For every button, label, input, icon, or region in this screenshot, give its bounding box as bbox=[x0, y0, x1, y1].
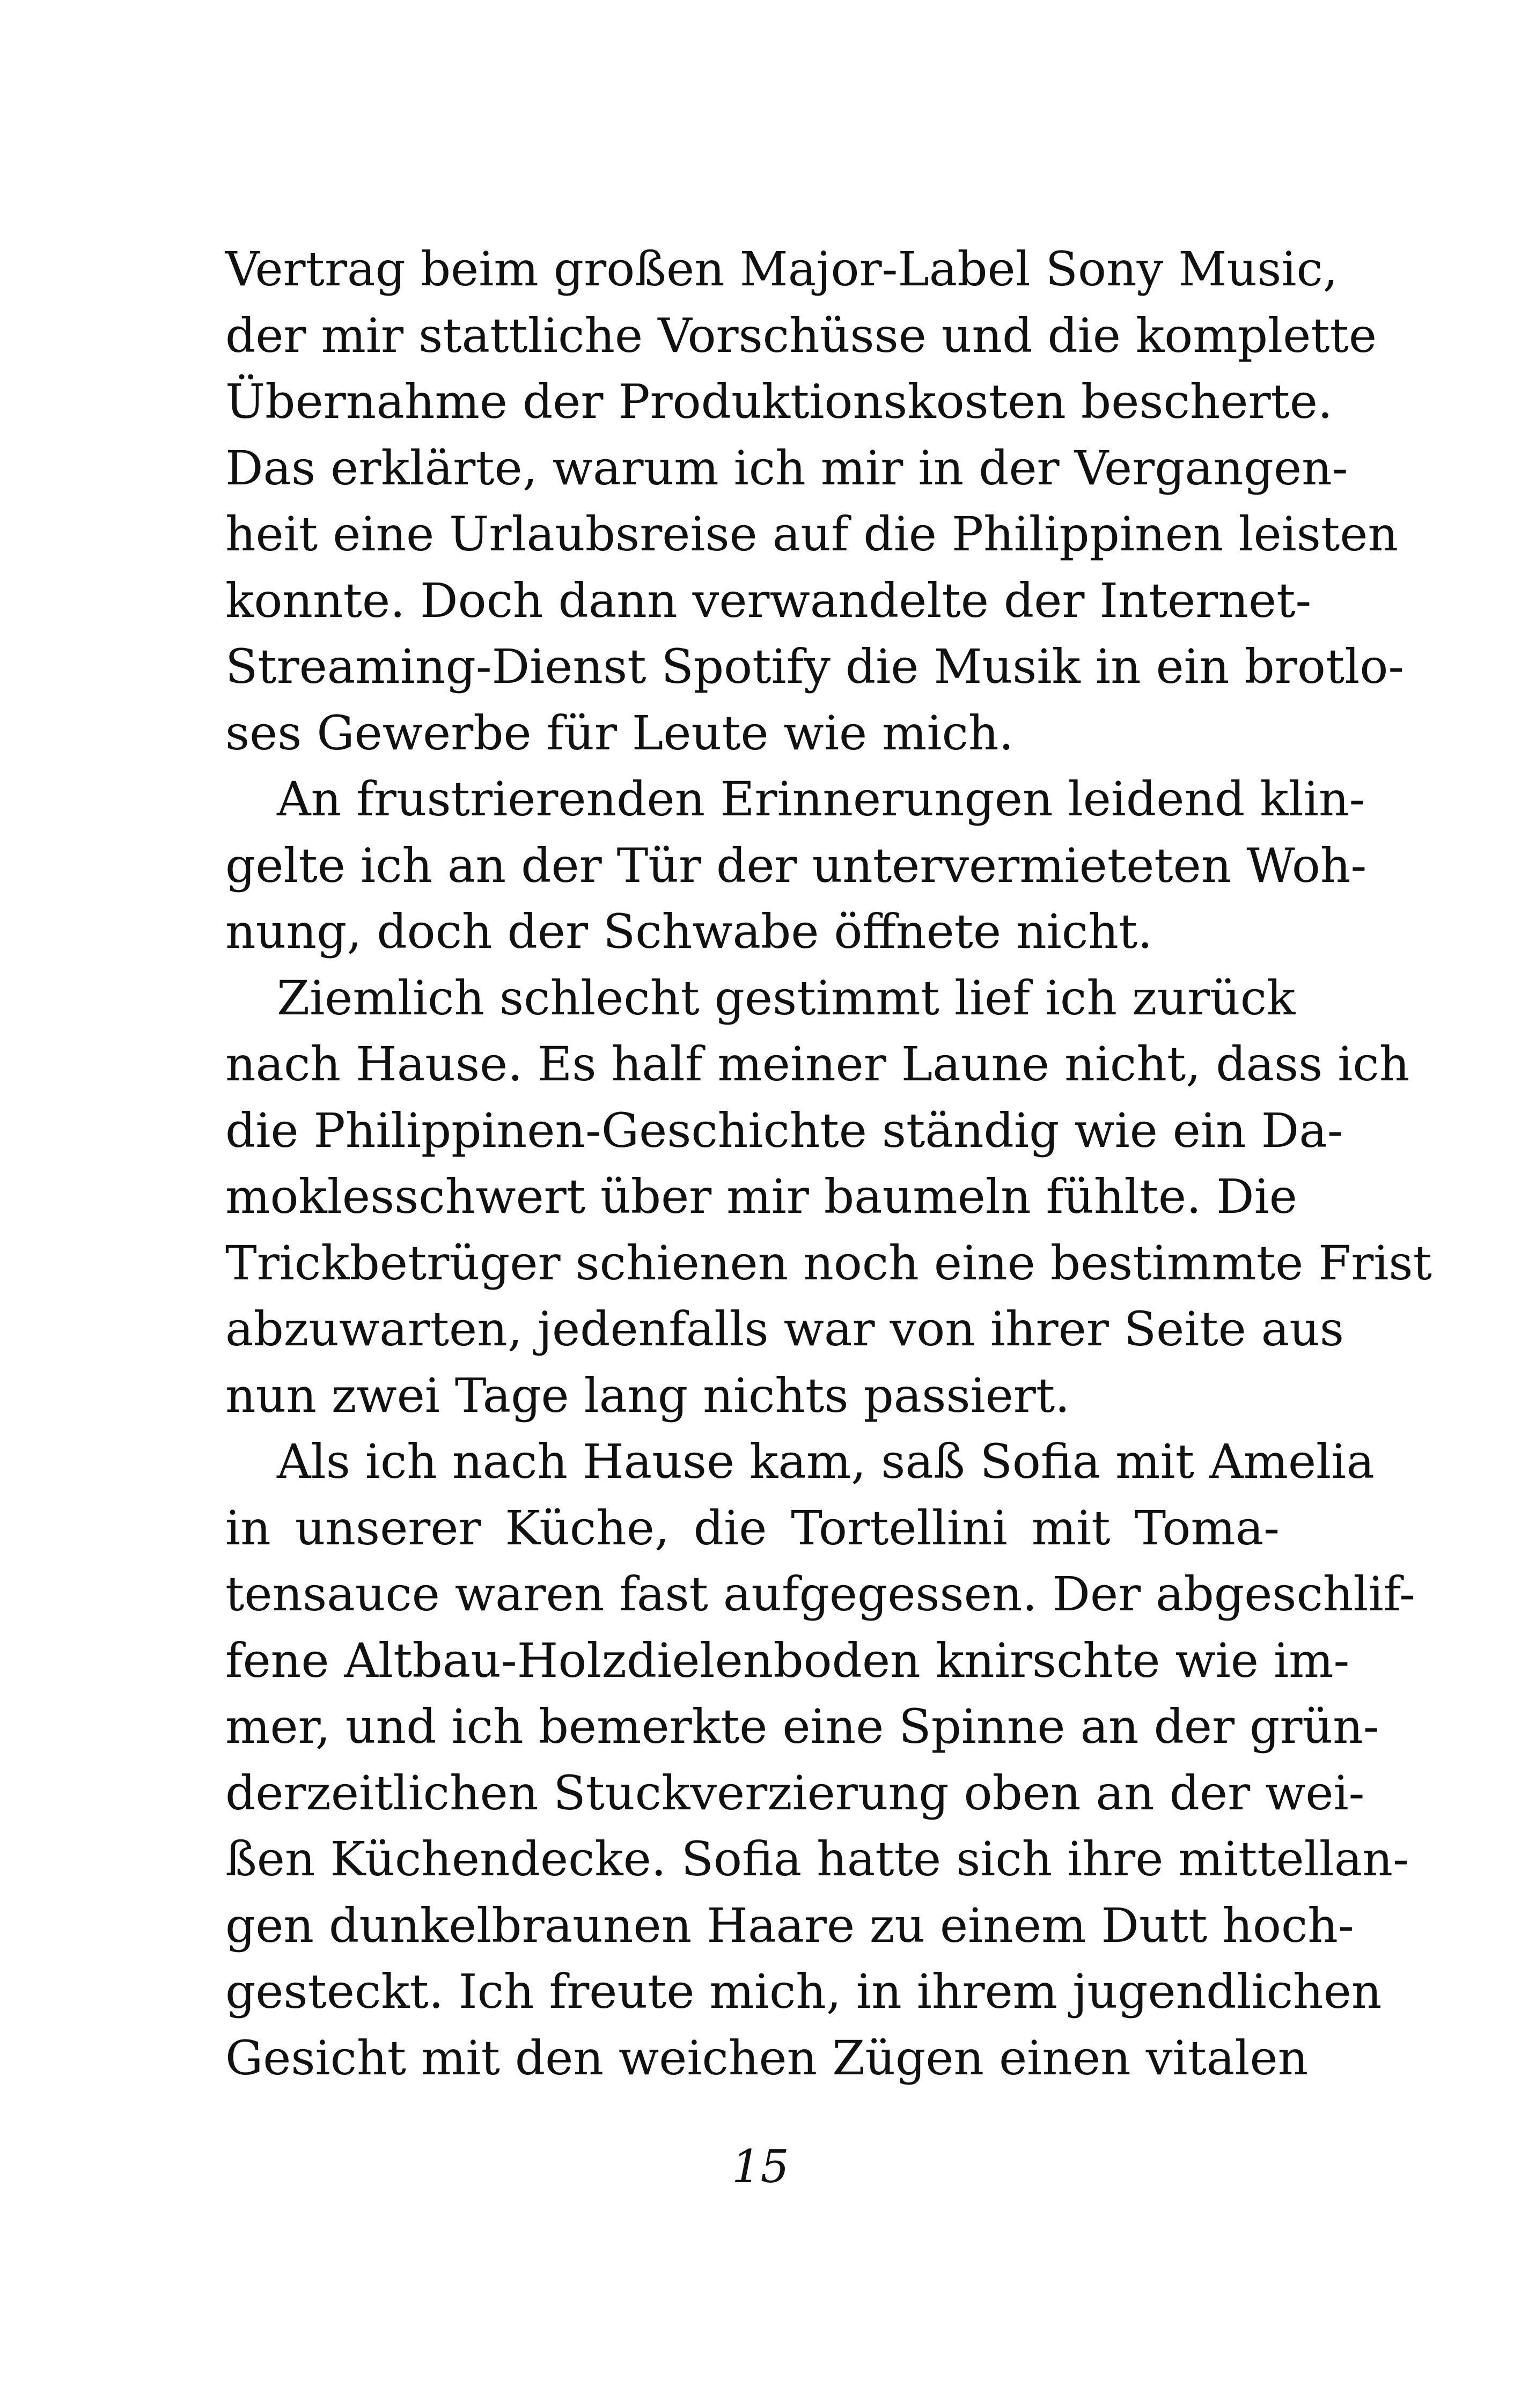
body-text bbox=[225, 236, 1432, 2091]
text-line: nach Hause. Es half meiner Laune nicht, dass ich bbox=[225, 1036, 1410, 1092]
text-line: mer, und ich bemerkte eine Spinne an der grün- bbox=[225, 1699, 1379, 1754]
text-line: Streaming-Dienst Spotify die Musik in ein brotlo- bbox=[225, 639, 1405, 694]
page-number: 15 bbox=[732, 2140, 789, 2193]
text-line: derzeitlichen Stuckverzierung oben an der wei- bbox=[225, 1765, 1365, 1821]
text-line: moklesschwert über mir baumeln fühlte. Die bbox=[225, 1169, 1297, 1224]
text-line: abzuwarten, jedenfalls war von ihrer Seite aus bbox=[225, 1301, 1344, 1357]
paragraph-first-line: Ziemlich schlecht gestimmt lief ich zurück bbox=[277, 970, 1296, 1026]
text-line: tensauce waren fast aufgegessen. Der abgeschlif- bbox=[225, 1566, 1415, 1622]
text-line: der mir stattliche Vorschüsse und die komplette bbox=[225, 307, 1377, 363]
text-line: Trickbetrüger schienen noch eine bestimmte Frist bbox=[225, 1235, 1432, 1291]
text-line: ßen Küchendecke. Sofia hatte sich ihre mittellan- bbox=[225, 1831, 1409, 1887]
paragraph-first-line: An frustrierenden Erinnerungen leidend klin- bbox=[277, 771, 1365, 827]
paragraph-last-line: ses Gewerbe für Leute wie mich. bbox=[225, 705, 1014, 761]
text-line: gelte ich an der Tür der untervermieteten Woh- bbox=[225, 837, 1367, 893]
text-line: Das erklärte, warum ich mir in der Vergangen- bbox=[225, 440, 1348, 496]
paragraph-last-line: nung, doch der Schwabe öffnete nicht. bbox=[225, 904, 1153, 959]
text-line: die Philippinen-Geschichte ständig wie ein Da- bbox=[225, 1102, 1343, 1158]
paragraph-first-line: Als ich nach Hause kam, saß Sofia mit Amelia bbox=[277, 1434, 1375, 1489]
paragraph-last-line: nun zwei Tage lang nichts passiert. bbox=[225, 1367, 1070, 1423]
text-line: Gesicht mit den weichen Zügen einen vitalen bbox=[225, 2030, 1309, 2086]
text-line: gen dunkelbraunen Haare zu einem Dutt hoch- bbox=[225, 1897, 1354, 1953]
text-line: fene Altbau-Holzdielenboden knirschte wie im- bbox=[225, 1632, 1350, 1688]
text-line: Übernahme der Produktionskosten bescherte. bbox=[225, 374, 1333, 429]
text-line: heit eine Urlaubsreise auf die Philippinen leisten bbox=[225, 506, 1399, 562]
text-line: konnte. Doch dann verwandelte der Internet- bbox=[225, 572, 1312, 628]
text-line: in unserer Küche, die Tortellini mit Toma- bbox=[225, 1500, 1280, 1556]
text-line: gesteckt. Ich freute mich, in ihrem jugendlichen bbox=[225, 1964, 1382, 2019]
text-line: Vertrag beim großen Major-Label Sony Music, bbox=[225, 241, 1338, 297]
